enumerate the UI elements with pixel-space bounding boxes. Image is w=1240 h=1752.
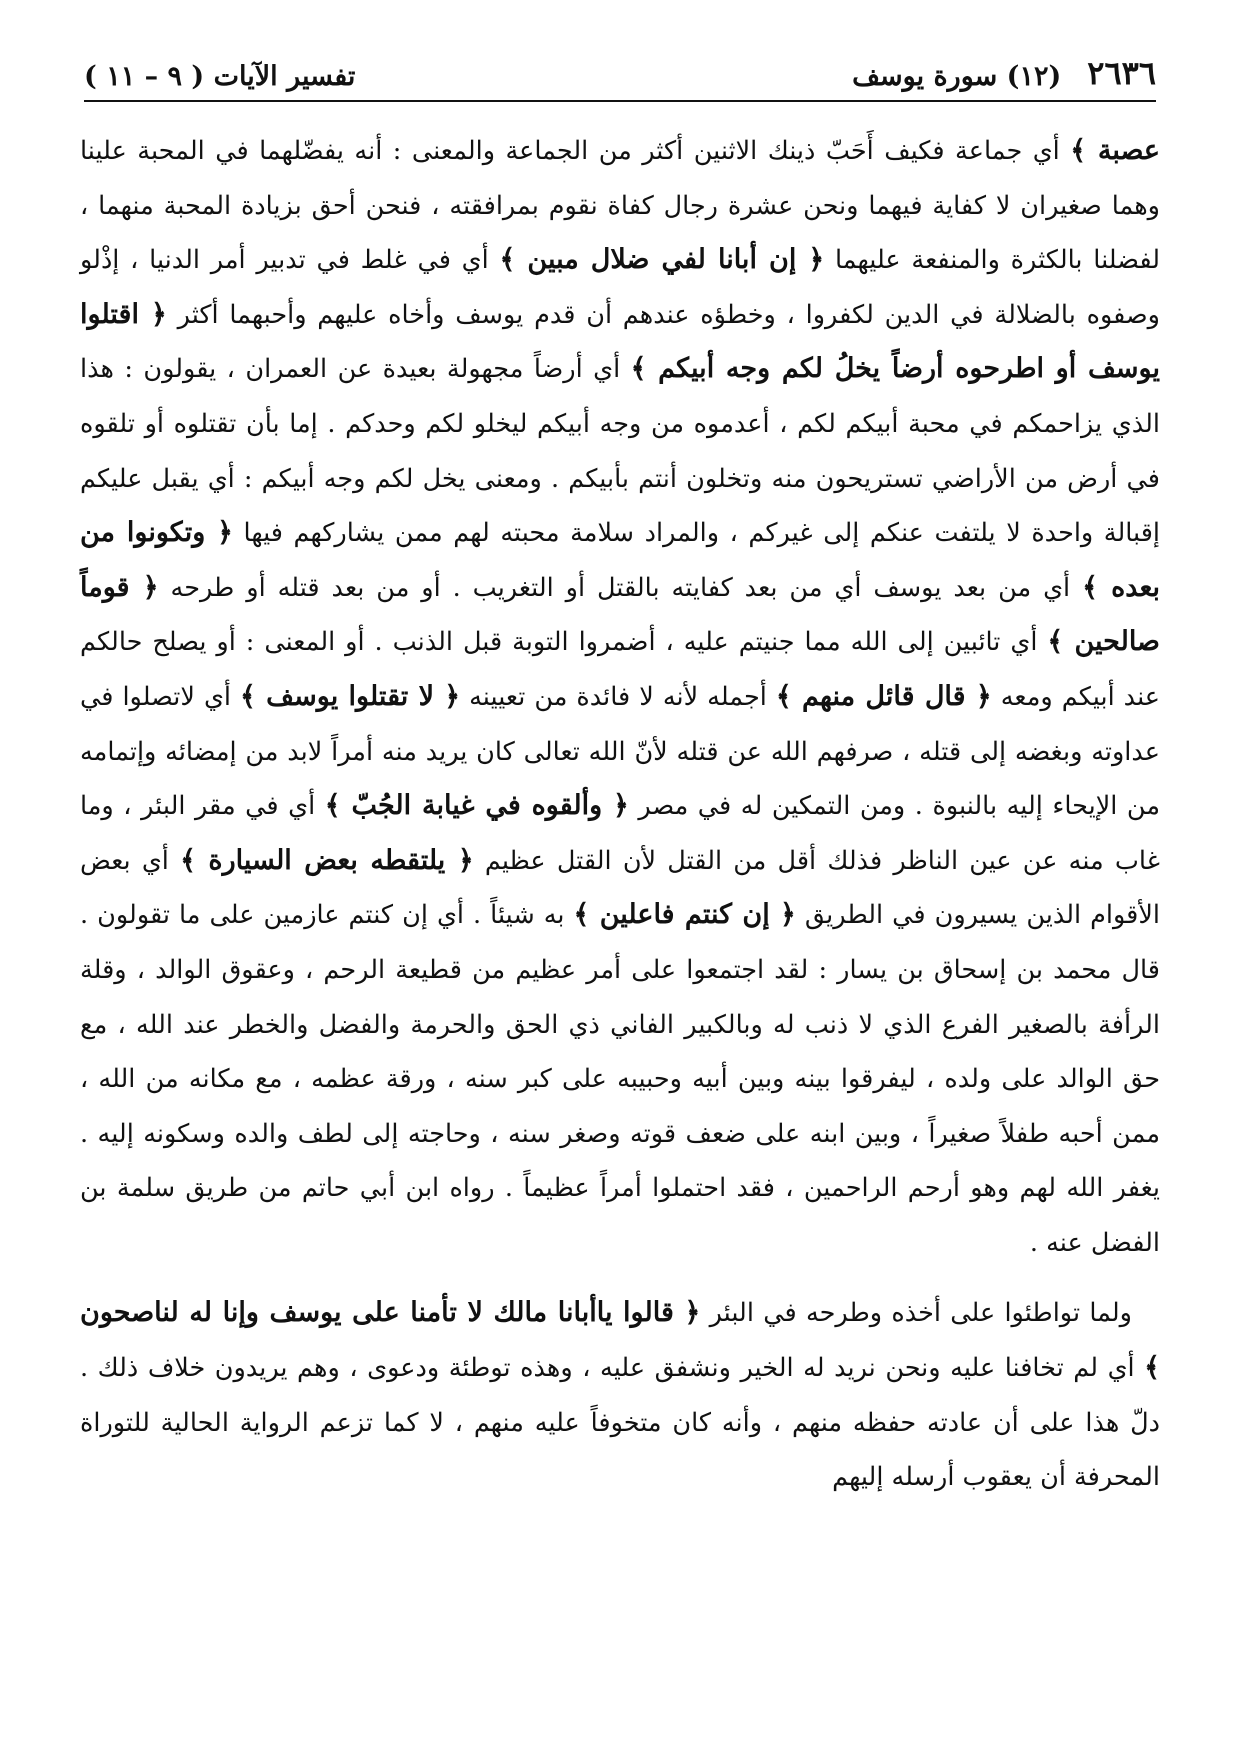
commentary-text: أي لم تخافنا عليه ونحن نريد له الخير ونشفق عليه ، وهذه توطئة ودعوى ، وهم يريدون خلاف ذلك . دلّ هذا على أن عادته حفظه منهم ، وأنه كان متخوفاً عليه منهم ، لا كما تزعم الرواية الحالية للتوراة المحرفة أن يعقوب أرسله إليهم — [80, 1353, 1160, 1493]
quran-quote: ﴿ يلتقطه بعض السيارة ﴾ — [180, 844, 474, 876]
quran-quote: ﴿ قوماً صالحين ﴾ — [80, 571, 1160, 658]
quran-quote: ﴿ إن كنتم فاعلين ﴾ — [573, 899, 796, 931]
commentary-text: أي من بعد يوسف أي من بعد كفايته بالقتل أو التغريب . أو من بعد قتله أو طرحه — [158, 572, 1083, 603]
quran-quote: ﴿ قالوا ياأبانا مالك لا تأمنا على يوسف وإنا له لناصحون ﴾ — [80, 1297, 1160, 1384]
running-header — [84, 48, 1156, 92]
quran-quote: عصبة ﴾ — [1070, 135, 1160, 166]
header-right-group — [852, 54, 1156, 92]
quran-quote: ﴿ إن أبانا لفي ضلال مبين ﴾ — [499, 244, 825, 276]
commentary-text: أي لاتصلوا في عداوته وبغضه إلى قتله ، صرفهم الله عن قتله لأنّ الله تعالى كان يريد منه أمراً لابد من إمضائه وإتمامه من الإيحاء إليه بالنبوة . ومن التمكين له في مصر — [80, 681, 1160, 822]
section-title: تفسير الآيات ( ٩ – ١١ ) — [84, 61, 356, 92]
commentary-text: ولما تواطئوا على أخذه وطرحه في البئر — [700, 1298, 1132, 1329]
quran-quote: ﴿ اقتلوا يوسف أو اطرحوه أرضاً يخلُ لكم وجه أبيكم ﴾ — [80, 298, 1160, 385]
commentary-text: أي تائبين إلى الله مما جنيتم عليه ، أضمروا التوبة قبل الذنب . أو المعنى : أو يصلح حالكم عند أبيكم ومعه — [80, 627, 1160, 712]
commentary-text: أي جماعة فكيف أَحَبّ ذينك الاثنين أكثر من الجماعة والمعنى : أنه يفضّلهما في المحبة علينا وهما صغيران لا كفاية فيهما ونحن عشرة رجال كفاة نقوم بمرافقته ، فنحن أحق بزيادة المحبة منهما ، لفضلنا بالكثرة والمنفعة عليهما — [80, 136, 1160, 276]
quran-quote: ﴿ قال قائل منهم ﴾ — [775, 680, 992, 712]
commentary-text: أي بعض الأقوام الذين يسيرون في الطريق — [80, 845, 1160, 931]
commentary-text: أي أرضاً مجهولة بعيدة عن العمران ، يقولون : هذا الذي يزاحمكم في محبة أبيكم لكم ، أعدموه من وجه أبيكم ليخلو لكم وحدكم . إما بأن تقتلوه أو تلقوه في أرض من الأراضي تستريحون منه وتخلون أنتم بأبيكم . ومعنى يخل لكم وجه أبيكم : أي يقبل عليكم إقبالة واحدة لا يلتفت عنكم إلى غيركم ، والمراد سلامة محبته لهم ممن يشاركهم فيها — [80, 354, 1160, 549]
commentary-text: أي في غلط في تدبير أمر الدنيا ، إذْلو وصفوه بالضلالة في الدين لكفروا ، وخطؤه عندهم أن قدم يوسف وأخاه عليهم وأحبهما أكثر — [80, 245, 1160, 330]
commentary-text: به شيئاً . أي إن كنتم عازمين على ما تقولون . قال محمد بن إسحاق بن يسار : لقد اجتمعوا على أمر عظيم من قطيعة الرحم ، وعقوق الوالد ، وقلة الرأفة بالصغير الفرع الذي لا ذنب له وبالكبير الفاني ذي الحق والحرمة والفضل والخطر عند الله ، مع حق الوالد على ولده ، ليفرقوا بينه وبين أبيه وحبيبه على كبر سنه ، ورقة عظمه ، مع مكانه من الله ، ممن أحبه طفلاً صغيراً ، وبين ابنه على ضعف قوته وصغر سنه ، وحاجته إلى لطف والده وسكونه إليه . يغفر الله لهم وهو أرحم الراحمين ، فقد احتملوا أمراً عظيماً . رواه ابن أبي حاتم من طريق سلمة بن الفضل عنه . — [80, 900, 1160, 1258]
surah-title: (١٢) سورة يوسف — [852, 61, 1062, 92]
paragraph-2 — [80, 1286, 1160, 1504]
quran-quote: ﴿ وتكونوا من بعده ﴾ — [80, 517, 1161, 603]
page-number: ٢٦٣٦ — [1087, 54, 1156, 92]
commentary-text: أي في مقر البئر ، وما غاب منه عن عين الناظر فذلك أقل من القتل لأن القتل عظيم — [80, 791, 1160, 876]
commentary-text: أجمله لأنه لا فائدة من تعيينه — [460, 681, 776, 712]
header-rule — [84, 100, 1156, 102]
body-text — [80, 124, 1160, 1505]
paragraph-1 — [80, 124, 1160, 1270]
quran-quote: ﴿ لا تقتلوا يوسف ﴾ — [240, 680, 461, 712]
quran-quote: ﴿ وألقوه في غيابة الجُبّ ﴾ — [324, 790, 629, 822]
